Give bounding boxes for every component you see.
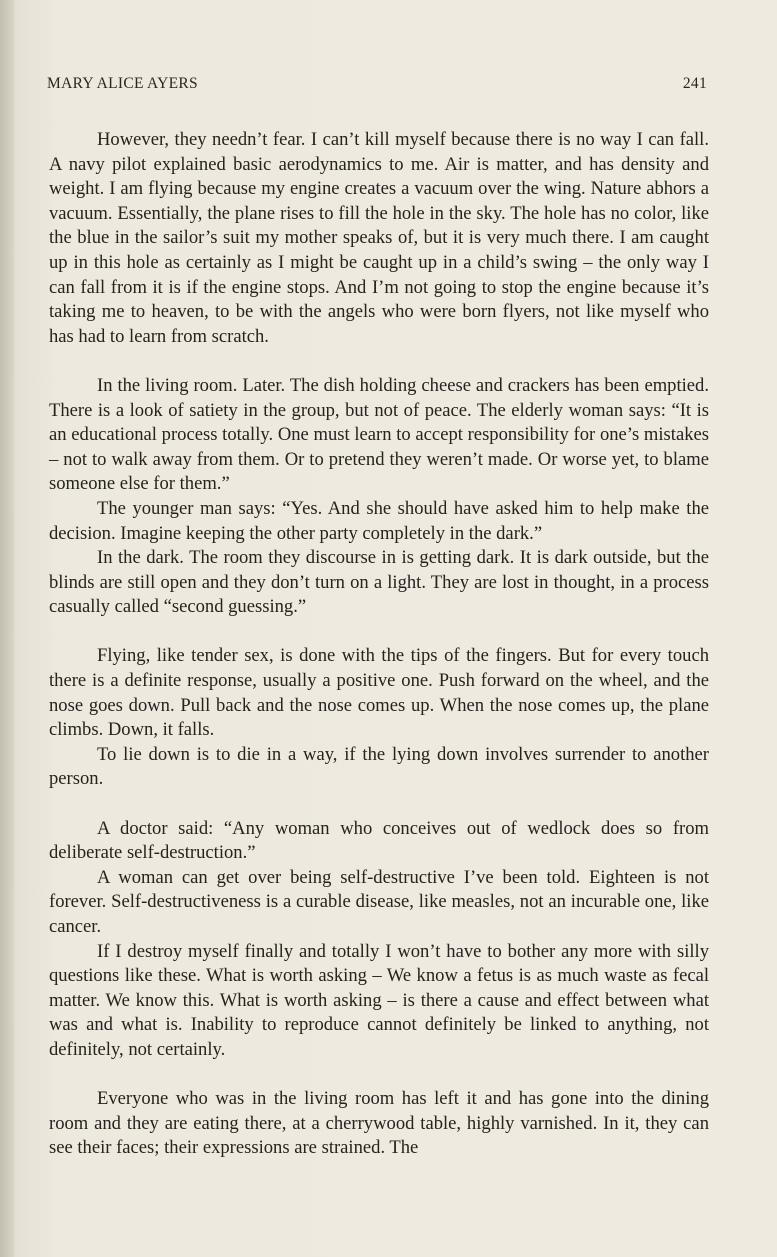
paragraph: The younger man says: “Yes. And she should have asked him to help make the decision. Imagine keeping the other party completely in the dark.”	[49, 497, 709, 544]
paragraph: Everyone who was in the living room has left it and has gone into the dining room and they are eating there, at a cherrywood table, highly varnished. In it, they can see their faces; their expressions are strained. The	[49, 1088, 709, 1159]
paragraph: In the dark. The room they discourse in is getting dark. It is dark outside, but the blinds are still open and they don’t turn on a light. They are lost in thought, in a process casually called “second guessing.”	[49, 547, 709, 618]
paragraph: To lie down is to die in a way, if the lying down involves surrender to another person.	[49, 743, 709, 790]
page-number: 241	[682, 75, 707, 92]
binding-shadow	[0, 0, 14, 1257]
paragraph: A woman can get over being self-destructive I’ve been told. Eighteen is not forever. Self-destructiveness is a curable disease, like measles, not an incurable one, like cancer.	[49, 866, 709, 937]
paragraph: In the living room. Later. The dish holding cheese and crackers has been emptied. There is a look of satiety in the group, but not of peace. The elderly woman says: “It is an educational process totally. One must learn to accept responsibility for one’s mistakes – not to walk away from them. Or to pretend they weren’t made. Or worse yet, to blame someone else for them.”	[49, 374, 709, 495]
body-text	[49, 128, 709, 1161]
paragraph: If I destroy myself finally and totally I won’t have to bother any more with silly questions like these. What is worth asking – We know a fetus is as much waste as fecal matter. We know this. What is worth asking – is there a cause and effect between what was and what is. Inability to reproduce cannot definitely be linked to anything, not definitely, not certainly.	[49, 940, 709, 1060]
paragraph: A doctor said: “Any woman who conceives out of wedlock does so from deliberate self-destruction.”	[49, 817, 709, 864]
running-head	[47, 75, 707, 93]
paragraph: However, they needn’t fear. I can’t kill myself because there is no way I can fall. A navy pilot explained basic aerodynamics to me. Air is matter, and has density and weight. I am flying because my engine creates a vacuum over the wing. Nature abhors a vacuum. Essentially, the plane rises to fill the hole in the sky. The hole has no color, like the blue in the sailor’s suit my mother speaks of, but it is very much there. I am caught up in this hole as certainly as I might be caught up in a child’s swing – the only way I can fall from it is if the engine stops. And I’m not going to stop the engine because it’s taking me to heaven, to be with the angels who were born flyers, not like myself who has had to learn from scratch.	[49, 129, 709, 347]
paragraph: Flying, like tender sex, is done with the tips of the fingers. But for every touch there is a definite response, usually a positive one. Push forward on the wheel, and the nose goes down. Pull back and the nose comes up. When the nose comes up, the plane climbs. Down, it falls.	[49, 645, 709, 741]
running-head-author: MARY ALICE AYERS	[47, 75, 198, 92]
